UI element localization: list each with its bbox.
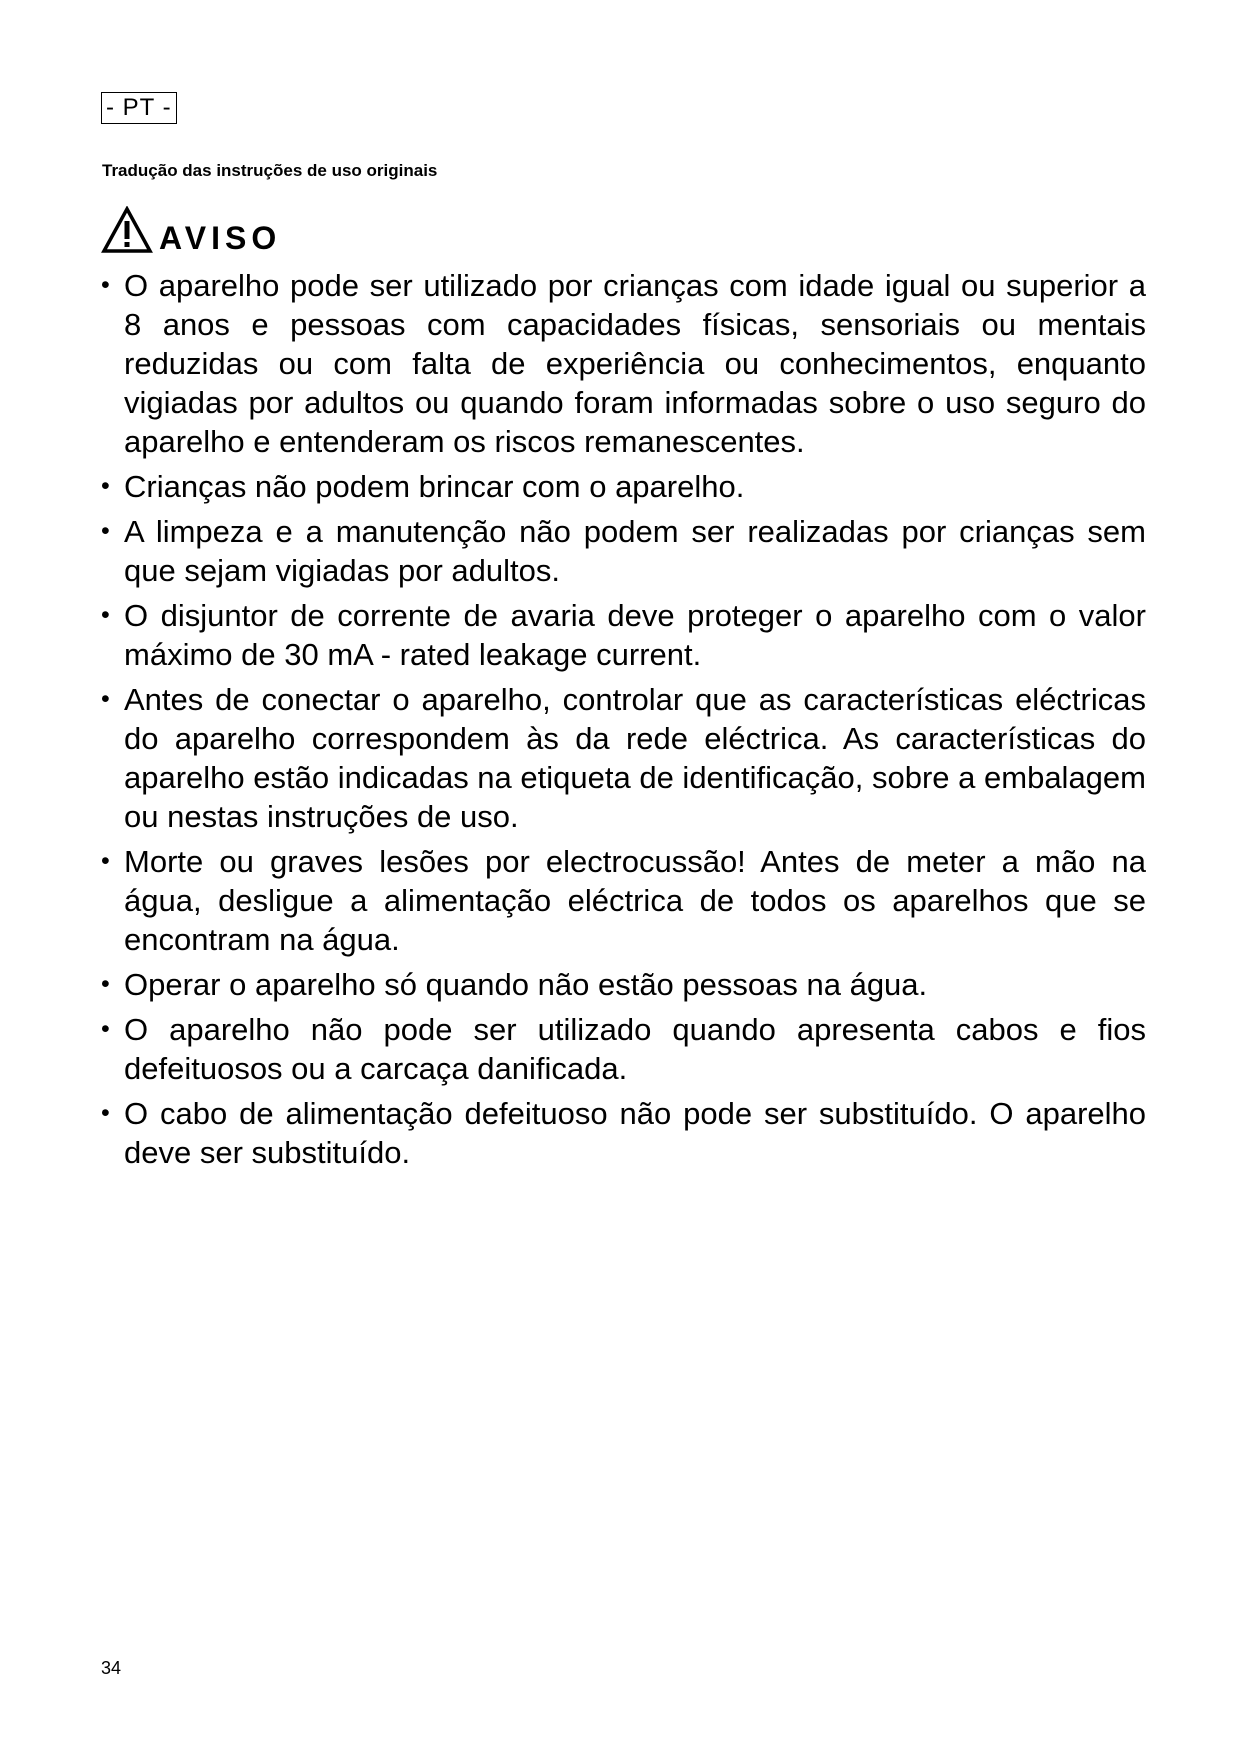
list-item-text: Morte ou graves lesões por electrocussão! Antes de meter a mão na água, desligue a alimentação eléctrica de todos os aparelhos que se encontram na água. (124, 844, 1146, 957)
bullet-icon: • (101, 1099, 110, 1127)
list-item-text: O aparelho não pode ser utilizado quando apresenta cabos e fios defeituosos ou a carcaça danificada. (124, 1012, 1146, 1086)
list-item (98, 266, 1146, 461)
bullet-icon: • (101, 1015, 110, 1043)
warning-heading (101, 204, 281, 254)
warning-list (98, 266, 1146, 1178)
warning-triangle-icon (101, 206, 153, 254)
document-subtitle: Tradução das instruções de uso originais (102, 161, 438, 180)
list-item (98, 1094, 1146, 1172)
bullet-icon: • (101, 472, 110, 500)
list-item (98, 1010, 1146, 1088)
list-item-text: Operar o aparelho só quando não estão pessoas na água. (124, 967, 928, 1002)
list-item-text: O cabo de alimentação defeituoso não pode ser substituído. O aparelho deve ser substituído. (124, 1096, 1146, 1170)
list-item (98, 965, 1146, 1004)
list-item (98, 680, 1146, 836)
language-tag: - PT - (101, 92, 177, 124)
list-item (98, 596, 1146, 674)
list-item-text: A limpeza e a manutenção não podem ser realizadas por crianças sem que sejam vigiadas por adultos. (124, 514, 1146, 588)
bullet-icon: • (101, 685, 110, 713)
warning-heading-text: AVISO (159, 220, 282, 256)
bullet-icon: • (101, 601, 110, 629)
list-item-text: O disjuntor de corrente de avaria deve proteger o aparelho com o valor máximo de 30 mA - rated leakage current. (124, 598, 1146, 672)
bullet-icon: • (101, 970, 110, 998)
list-item (98, 842, 1146, 959)
bullet-icon: • (101, 517, 110, 545)
list-item-text: O aparelho pode ser utilizado por crianças com idade igual ou superior a 8 anos e pessoas com capacidades físicas, sensoriais ou mentais reduzidas ou com falta de experiência ou conhecimentos, enquanto vigiadas por adultos ou quando foram informadas sobre o uso seguro do aparelho e entenderam os riscos remanescentes. (124, 268, 1146, 459)
list-item-text: Antes de conectar o aparelho, controlar que as características eléctricas do aparelho correspondem às da rede eléctrica. As características do aparelho estão indicadas na etiqueta de identificação, sobre a embalagem ou nestas instruções de uso. (124, 682, 1146, 834)
list-item (98, 467, 1146, 506)
bullet-icon: • (101, 847, 110, 875)
list-item-text: Crianças não podem brincar com o aparelho. (124, 469, 745, 504)
list-item (98, 512, 1146, 590)
bullet-icon: • (101, 271, 110, 299)
page-number: 34 (101, 1658, 122, 1678)
